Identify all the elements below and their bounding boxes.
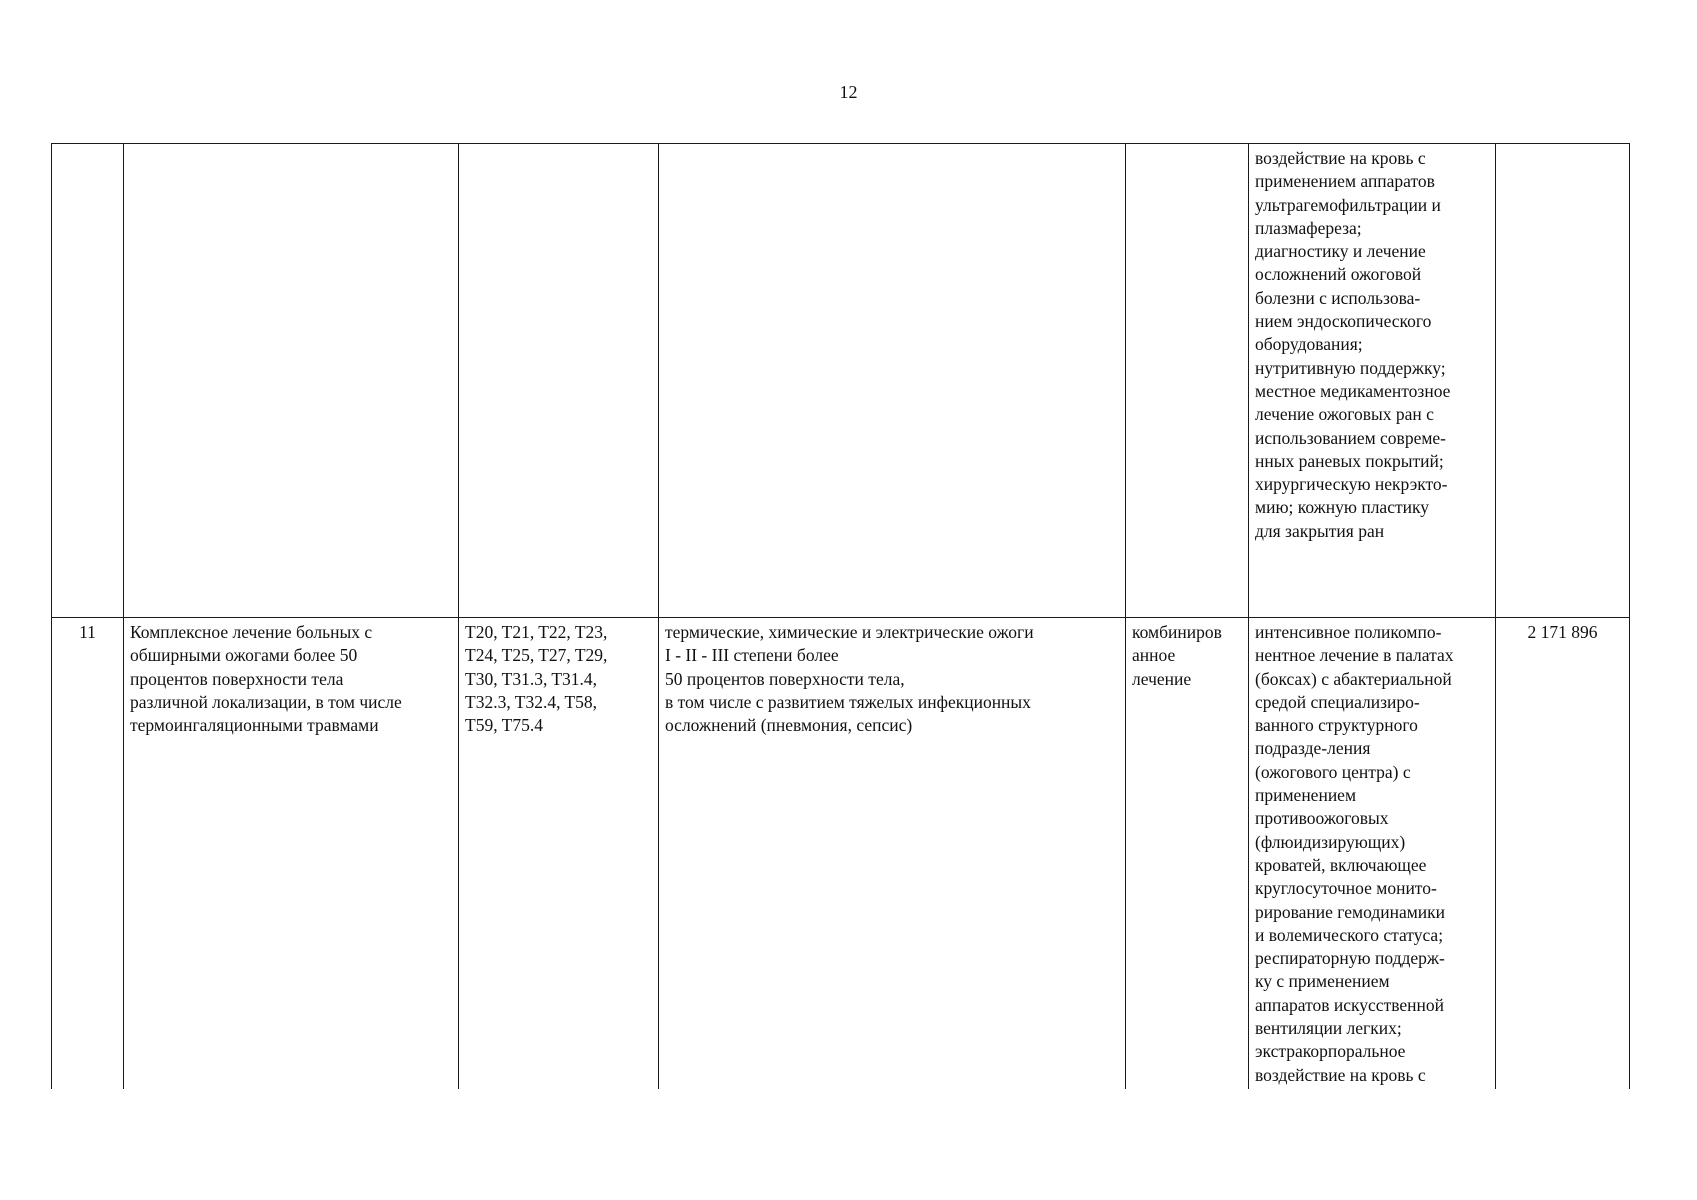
care-name-cell xyxy=(124,144,459,618)
page-number: 12 xyxy=(839,82,858,102)
treatment-type-cell xyxy=(1126,144,1249,618)
row-number-cell: 11 xyxy=(52,618,124,1090)
care-name-cell: Комплексное лечение больных с обширными ожогами более 50 процентов поверхности тела различной локализации, в том числе термоингаляционными травмами xyxy=(124,618,459,1090)
patient-model-cell xyxy=(659,144,1126,618)
medical-care-table xyxy=(51,143,1630,1089)
row-number-cell xyxy=(52,144,124,618)
price-cell xyxy=(1496,144,1630,618)
table-row xyxy=(52,144,1630,618)
patient-model-cell: термические, химические и электрические ожоги I - II - III степени более 50 процентов поверхности тела, в том числе с развитием тяжелых инфекционных осложнений (пневмония, сепсис) xyxy=(659,618,1126,1090)
treatment-type-cell: комбиниров анное лечение xyxy=(1126,618,1249,1090)
icd-codes-cell xyxy=(459,144,659,618)
treatment-method-cell: воздействие на кровь с применением аппаратов ультрагемофильтрации и плазмафереза; диагностику и лечение осложнений ожоговой болезни с использова- нием эндоскопического оборудования; нутритивную поддержку; местное медикаментозное лечение ожоговых ран с использованием совреме- нных раневых покрытий; хирургическую некрэкто- мию; кожную пластику для закрытия ран xyxy=(1249,144,1496,618)
icd-codes-cell: T20, T21, T22, T23, T24, T25, T27, T29, T30, T31.3, T31.4, T32.3, T32.4, T58, T59, T75.4 xyxy=(459,618,659,1090)
table-row xyxy=(52,618,1630,1090)
treatment-method-cell: интенсивное поликомпо- нентное лечение в палатах (боксах) с абактериальной средой специализиро- ванного структурного подразде-ления (ожогового центра) с применением противоожоговых (флюидизирующих) кроватей, включающее круглосуточное монито- рирование гемодинамики и волемического статуса; респираторную поддерж- ку с применением аппаратов искусственной вентиляции легких; экстракорпоральное воздействие на кровь с xyxy=(1249,618,1496,1090)
price-cell: 2 171 896 xyxy=(1496,618,1630,1090)
